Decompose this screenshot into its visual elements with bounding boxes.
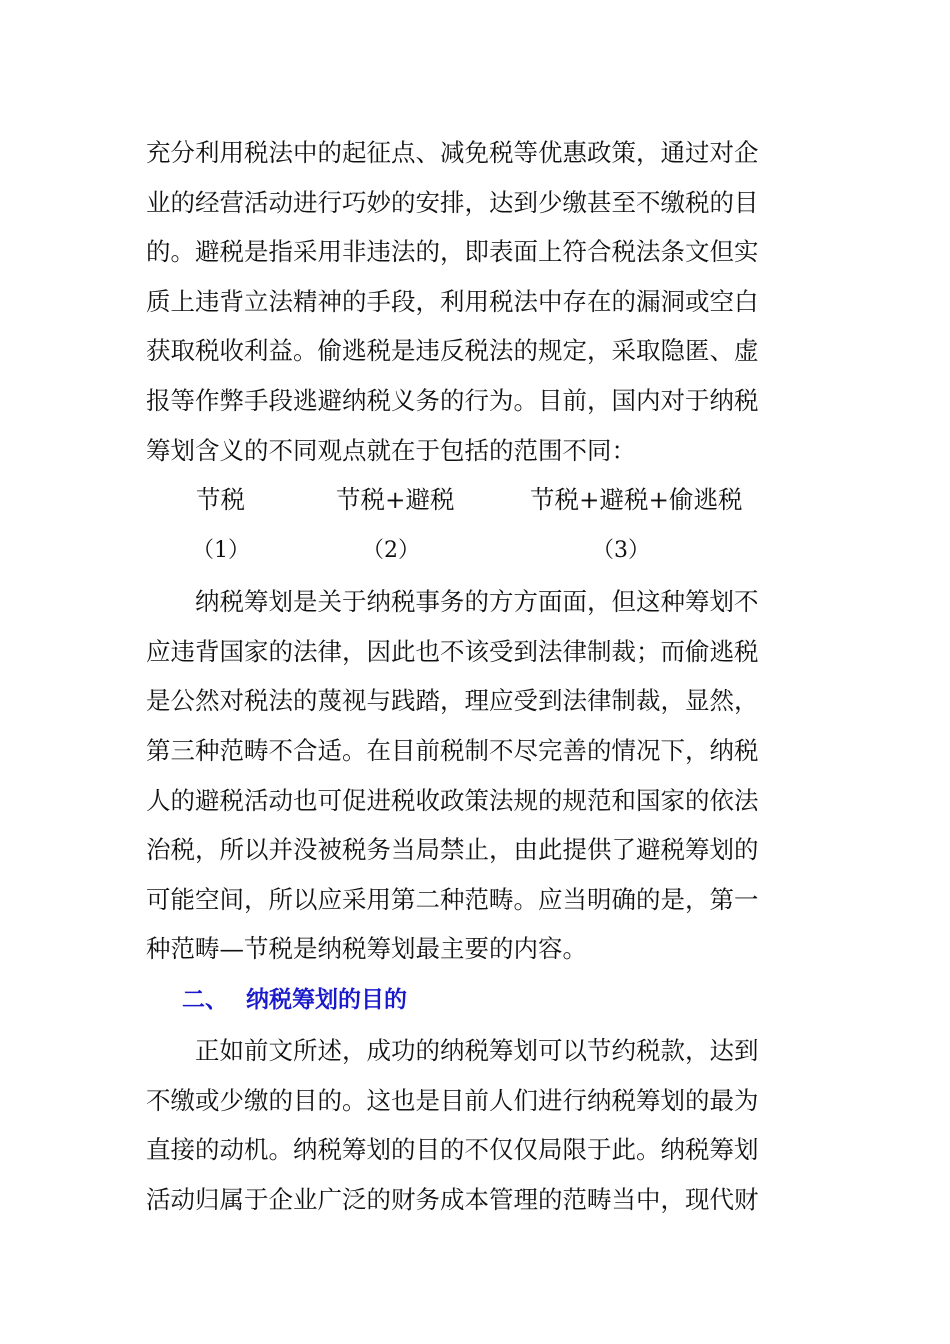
text-line: 纳税筹划是关于纳税事务的方方面面，但这种筹划不	[146, 587, 759, 617]
text-line: 应违背国家的法律，因此也不该受到法律制裁；而偷逃税	[146, 636, 759, 666]
text-line: 可能空间，所以应采用第二种范畴。应当明确的是，第一	[146, 884, 759, 914]
category-term-2: 节税+避税	[336, 485, 455, 515]
category-numbers-row	[146, 527, 806, 577]
text-line: 治税，所以并没被税务当局禁止，由此提供了避税筹划的	[146, 835, 759, 865]
section-number: 二、	[182, 986, 228, 1013]
category-terms-row	[146, 475, 806, 527]
category-term-1: 节税	[196, 485, 245, 515]
text-line: 充分利用税法中的起征点、减免税等优惠政策，通过对企	[146, 138, 759, 167]
category-number-3: （3）	[592, 538, 650, 564]
category-number-2: （2）	[362, 538, 420, 564]
paragraph-analysis	[146, 577, 806, 974]
document-page	[146, 128, 806, 1224]
text-line: 活动归属于企业广泛的财务成本管理的范畴当中，现代财	[146, 1184, 759, 1214]
text-line: 不缴或少缴的目的。这也是目前人们进行纳税筹划的最为	[146, 1085, 759, 1115]
text-line: 筹划含义的不同观点就在于包括的范围不同：	[146, 435, 636, 465]
section-heading	[146, 974, 806, 1026]
text-line: 第三种范畴不合适。在目前税制不尽完善的情况下，纳税	[146, 735, 759, 765]
text-line: 人的避税活动也可促进税收政策法规的规范和国家的依法	[146, 785, 759, 815]
text-line: 的。避税是指采用非违法的，即表面上符合税法条文但实	[146, 237, 759, 267]
text-line: 正如前文所述，成功的纳税筹划可以节约税款，达到	[146, 1035, 759, 1065]
text-line: 报等作弊手段逃避纳税义务的行为。目前，国内对于纳税	[146, 385, 759, 415]
text-line: 直接的动机。纳税筹划的目的不仅仅局限于此。纳税筹划	[146, 1135, 759, 1165]
paragraph-purpose	[146, 1026, 806, 1224]
category-number-1: （1）	[192, 538, 250, 564]
section-title: 纳税筹划的目的	[246, 986, 407, 1013]
text-line: 种范畴—节税是纳税筹划最主要的内容。	[146, 934, 587, 964]
text-line: 获取税收利益。偷逃税是违反税法的规定，采取隐匿、虚	[146, 336, 759, 366]
text-line: 业的经营活动进行巧妙的安排，达到少缴甚至不缴税的目	[146, 187, 759, 217]
paragraph-definitions	[146, 128, 806, 475]
text-line: 质上违背立法精神的手段，利用税法中存在的漏洞或空白	[146, 286, 759, 316]
text-line: 是公然对税法的蔑视与践踏，理应受到法律制裁，显然，	[146, 686, 759, 716]
category-term-3: 节税+避税+偷逃税	[530, 485, 743, 515]
